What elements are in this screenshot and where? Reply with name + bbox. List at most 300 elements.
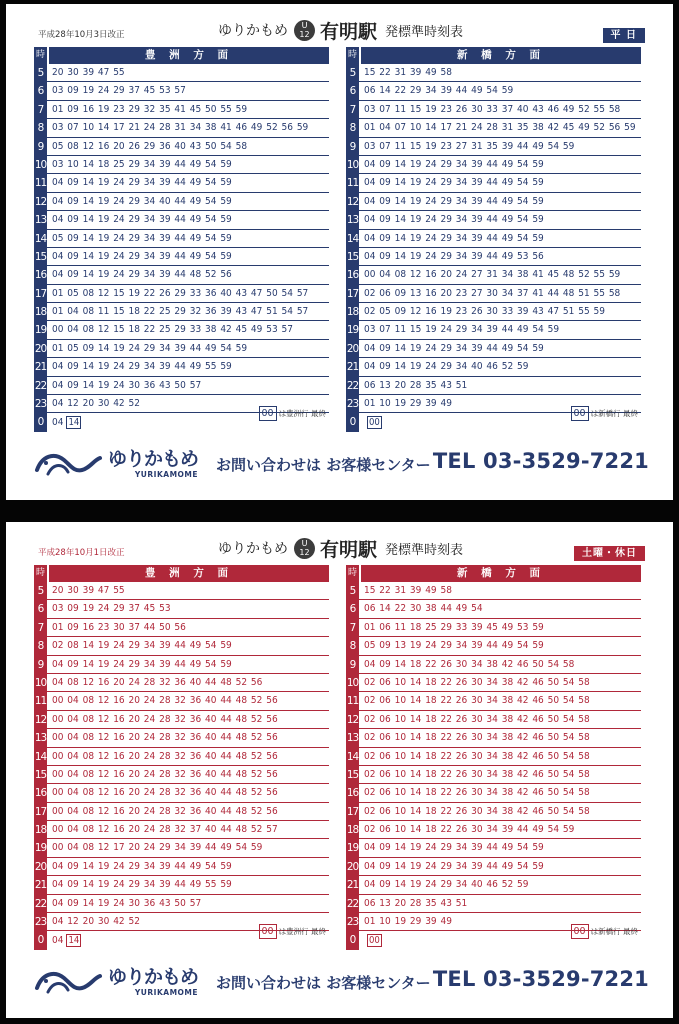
hour-cell: 10: [346, 674, 359, 691]
table-row: [34, 64, 329, 82]
table-row: [34, 230, 329, 248]
phone-number: TEL 03-3529-7221: [432, 967, 649, 991]
table-row: [346, 303, 641, 321]
table-header: [34, 47, 329, 64]
table-row-last: [346, 408, 641, 431]
table-row-last: [34, 926, 329, 949]
weekday-timetable-card: [6, 4, 673, 500]
minutes-cell: 01 10 19 29 39 49: [364, 398, 452, 410]
minutes-cell: 04 09 14 19 24 30 36 43 50 57: [52, 897, 202, 909]
hour-cell: 14: [34, 230, 47, 247]
table-row: [34, 377, 329, 395]
holiday-timetable-card: [6, 522, 673, 1018]
table-header: [346, 565, 641, 582]
minutes-cell: 03 07 10 14 17 21 24 28 31 34 38 41 46 49 52 56 59: [52, 122, 309, 134]
day-type-label: 土曜・休日: [574, 546, 645, 561]
footer: [34, 962, 649, 1002]
hour-cell: 12: [346, 193, 359, 210]
minutes-cell: 06 14 22 29 34 39 44 49 54 59: [364, 85, 514, 97]
table-row: [34, 821, 329, 839]
table-row: [346, 64, 641, 82]
minutes-cell: 00 04 08 12 16 20 24 27 31 34 38 41 45 48 52 55 59: [364, 269, 621, 281]
table-row: [346, 821, 641, 839]
hour-cell: 18: [34, 303, 47, 320]
sheet-kind: 発標準時刻表: [385, 24, 464, 40]
table-row: [346, 119, 641, 137]
minutes-cell: 04 09 14 19 24 29 34 39 44 49 54 59: [364, 195, 544, 207]
table-row: [346, 211, 641, 229]
table-row: [34, 729, 329, 747]
logo-text: [108, 966, 198, 997]
table-row: [346, 711, 641, 729]
hour-cell: 18: [346, 303, 359, 320]
hour-cell: 8: [346, 637, 359, 654]
minutes-cell: 04 09 14 19 24 29 34 39 44 49 54 59: [364, 177, 544, 189]
hour-cell: 17: [346, 803, 359, 820]
toyosu-direction-table: [34, 565, 329, 950]
last-train-legend: [259, 406, 326, 421]
station-name: 有明駅: [320, 538, 378, 561]
minutes-cell: 01 10 19 29 39 49: [364, 916, 452, 928]
table-row: [346, 321, 641, 339]
minutes-cell: 01 05 08 12 15 19 22 26 29 33 36 40 43 47 50 54 57: [52, 287, 309, 299]
minutes-cell: 02 06 10 14 18 22 26 30 34 39 44 49 54 59: [364, 824, 575, 836]
hour-cell: 9: [34, 138, 47, 155]
table-row: [346, 248, 641, 266]
hour-cell: 17: [34, 285, 47, 302]
table-row: [34, 600, 329, 618]
last-train-boxed-minute: 14: [68, 935, 80, 947]
hour-cell: 11: [34, 692, 47, 709]
minutes-cell: 00 04 08 12 16 20 24 28 32 36 40 44 48 52 56: [52, 750, 278, 762]
table-row: [346, 692, 641, 710]
table-row: [346, 619, 641, 637]
hour-column-header: 時: [346, 47, 359, 64]
minutes-cell: 00 04 08 12 16 20 24 28 32 36 40 44 48 52 56: [52, 695, 278, 707]
hour-cell: 23: [346, 913, 359, 930]
table-row: [346, 285, 641, 303]
minutes-cell: 00 04 08 12 16 20 24 28 32 36 40 44 48 52 56: [52, 732, 278, 744]
hour-cell: 9: [346, 656, 359, 673]
hour-cell: 13: [34, 729, 47, 746]
hour-cell: 5: [34, 582, 47, 599]
table-row: [346, 876, 641, 894]
hour-cell: 8: [34, 119, 47, 136]
minutes-cell: 04 09 14 19 24 29 34 39 44 49 55 59: [52, 361, 232, 373]
table-row: [34, 358, 329, 376]
table-row: [346, 377, 641, 395]
table-row: [34, 674, 329, 692]
minutes-cell: 04 09 14 19 24 29 34 39 44 49 54 59: [52, 250, 232, 262]
table-row: [346, 230, 641, 248]
minute-value: 04: [52, 416, 64, 428]
table-row: [34, 248, 329, 266]
minutes-cell: 06 13 20 28 35 43 51: [364, 379, 468, 391]
table-row: [34, 138, 329, 156]
minutes-cell: 05 08 12 16 20 26 29 36 40 43 50 54 58: [52, 140, 248, 152]
minutes-cell: 04 09 14 19 24 29 34 39 44 49 54 59: [52, 177, 232, 189]
hour-cell: 10: [346, 156, 359, 173]
minutes-cell: 04 09 14 19 24 29 34 40 46 52 59: [364, 879, 529, 891]
hour-cell: 9: [34, 656, 47, 673]
hour-cell: 13: [346, 211, 359, 228]
minutes-cell: 05 09 14 19 24 29 34 39 44 49 54 59: [52, 232, 232, 244]
table-row: [346, 748, 641, 766]
last-train-boxed-minute: 00: [369, 417, 380, 429]
hour-cell: 23: [34, 395, 47, 412]
station-badge-number: 12: [299, 29, 310, 39]
station-number-badge: [294, 538, 315, 559]
hour-cell: 0: [34, 931, 47, 949]
hour-cell: 19: [346, 321, 359, 338]
table-row: [346, 266, 641, 284]
hour-cell: 16: [346, 266, 359, 283]
table-row: [346, 895, 641, 913]
hour-cell: 0: [34, 413, 47, 431]
hour-cell: 21: [34, 358, 47, 375]
minutes-cell: 03 09 19 24 29 37 45 53 57: [52, 85, 186, 97]
timetable-title: [218, 536, 463, 560]
hour-cell: 11: [34, 174, 47, 191]
table-row: [34, 784, 329, 802]
minutes-cell: 03 07 11 15 19 23 27 31 35 39 44 49 54 59: [364, 140, 575, 152]
station-badge-letter: U: [301, 20, 308, 30]
hour-cell: 12: [34, 711, 47, 728]
minutes-cell: 04 09 14 19 24 29 34 39 44 49 54 59: [364, 158, 544, 170]
hour-cell: 10: [34, 156, 47, 173]
hour-cell: 19: [34, 321, 47, 338]
logo-en: YURIKAMOME: [134, 988, 199, 997]
minutes-cell: 02 06 10 14 18 22 26 30 34 38 42 46 50 54 58: [364, 676, 590, 688]
hour-cell: 17: [346, 285, 359, 302]
table-row: [346, 729, 641, 747]
hour-cell: 12: [34, 193, 47, 210]
operator-name: ゆりかもめ: [218, 541, 288, 557]
hour-cell: 19: [346, 839, 359, 856]
minutes-cell: 04 09 14 19 24 29 34 39 44 49 54 59: [364, 842, 544, 854]
hour-cell: 8: [346, 119, 359, 136]
hour-cell: 5: [34, 64, 47, 81]
hour-cell: 15: [346, 248, 359, 265]
hour-cell: 0: [346, 413, 359, 431]
hour-column-header: 時: [34, 47, 47, 64]
minutes-cell: 03 09 19 24 29 37 45 53: [52, 603, 171, 615]
table-row: [34, 340, 329, 358]
last-train-legend: [259, 924, 326, 939]
table-row: [34, 803, 329, 821]
hour-cell: 11: [346, 692, 359, 709]
hour-column-header: 時: [346, 565, 359, 582]
table-row: [34, 266, 329, 284]
sheet-kind: 発標準時刻表: [385, 542, 464, 558]
operator-name: ゆりかもめ: [218, 23, 288, 39]
station-name: 有明駅: [320, 20, 378, 43]
hour-cell: 20: [346, 340, 359, 357]
legend-box-sample: 00: [571, 924, 589, 939]
hour-cell: 10: [34, 674, 47, 691]
table-row: [34, 748, 329, 766]
hour-cell: 14: [34, 748, 47, 765]
hour-cell: 17: [34, 803, 47, 820]
table-row: [346, 193, 641, 211]
table-row: [346, 766, 641, 784]
legend-box-sample: 00: [571, 406, 589, 421]
table-row-last: [346, 926, 641, 949]
logo-jp: ゆりかもめ: [108, 448, 199, 470]
hour-cell: 7: [346, 619, 359, 636]
hour-cell: 20: [34, 858, 47, 875]
minutes-cell: 00 04 08 12 16 20 24 28 32 36 40 44 48 52 56: [52, 768, 278, 780]
hour-cell: 20: [346, 858, 359, 875]
hour-cell: 18: [346, 821, 359, 838]
hour-cell: 15: [346, 766, 359, 783]
table-row: [34, 285, 329, 303]
toyosu-direction-table: [34, 47, 329, 432]
minutes-cell: 02 06 10 14 18 22 26 30 34 38 42 46 50 54 58: [364, 805, 590, 817]
direction-header: 新 橋 方 面: [361, 47, 641, 64]
hour-cell: 0: [346, 931, 359, 949]
table-header: [34, 565, 329, 582]
table-row: [346, 340, 641, 358]
last-train-legend: [571, 924, 638, 939]
hour-cell: 16: [346, 784, 359, 801]
minutes-cell: 02 06 10 14 18 22 26 30 34 38 42 46 50 54 58: [364, 695, 590, 707]
hour-cell: 16: [34, 784, 47, 801]
legend-text: は新橋行 最終: [590, 409, 638, 419]
phone-number: TEL 03-3529-7221: [432, 449, 649, 473]
last-train-legend: [571, 406, 638, 421]
hour-cell: 6: [346, 82, 359, 99]
hour-cell: 9: [346, 138, 359, 155]
minutes-cell: 15 22 31 39 49 58: [364, 585, 452, 596]
minutes-cell: 02 06 10 14 18 22 26 30 34 38 42 46 50 54 58: [364, 732, 590, 744]
shimbashi-direction-table: [346, 565, 641, 950]
minutes-cell: 01 04 07 10 14 17 21 24 28 31 35 38 42 45 49 52 56 59: [364, 122, 636, 134]
hour-cell: 22: [346, 895, 359, 912]
minutes-cell: 04 12 20 30 42 52: [52, 398, 140, 410]
hour-cell: 23: [34, 913, 47, 930]
hour-cell: 7: [34, 619, 47, 636]
table-row: [34, 619, 329, 637]
logo-text: [108, 448, 198, 479]
minutes-cell: 04 09 14 19 24 29 34 39 44 49 53 56: [364, 250, 544, 262]
table-row: [34, 211, 329, 229]
hour-cell: 7: [346, 101, 359, 118]
hour-cell: 15: [34, 248, 47, 265]
hour-cell: 19: [34, 839, 47, 856]
hour-cell: 5: [346, 582, 359, 599]
minutes-cell: 01 05 09 14 19 24 29 34 39 44 49 54 59: [52, 342, 248, 354]
table-row: [346, 600, 641, 618]
station-badge-letter: U: [301, 538, 308, 548]
yurikamome-logo-icon: [34, 966, 104, 996]
minutes-cell: 06 14 22 30 38 44 49 54: [364, 603, 483, 615]
minutes-cell: 20 30 39 47 55: [52, 67, 125, 78]
minutes-cell: 01 06 11 18 25 29 33 39 45 49 53 59: [364, 621, 544, 633]
hour-cell: 5: [346, 64, 359, 81]
table-row: [34, 101, 329, 119]
table-row: [34, 82, 329, 100]
shimbashi-direction-table: [346, 47, 641, 432]
hour-cell: 15: [34, 766, 47, 783]
legend-text: は豊洲行 最終: [278, 409, 326, 419]
minutes-cell: 04 09 14 19 24 29 34 39 44 49 54 59: [52, 860, 232, 872]
table-row: [34, 193, 329, 211]
table-row: [34, 174, 329, 192]
table-row: [34, 321, 329, 339]
minutes-cell: 00 04 08 12 16 20 24 28 32 36 40 44 48 52 56: [52, 805, 278, 817]
hour-cell: 14: [346, 230, 359, 247]
yurikamome-logo-icon: [34, 448, 104, 478]
legend-text: は豊洲行 最終: [278, 927, 326, 937]
minute-value: 04: [52, 934, 64, 946]
minutes-cell: 04 09 14 19 24 29 34 39 44 49 54 59: [52, 214, 232, 226]
minutes-cell: 04 12 20 30 42 52: [52, 916, 140, 928]
table-row: [346, 174, 641, 192]
minutes-cell: 02 08 14 19 24 29 34 39 44 49 54 59: [52, 640, 232, 652]
hour-cell: 18: [34, 821, 47, 838]
table-row-last: [34, 408, 329, 431]
table-header: [346, 47, 641, 64]
revision-date: 平成28年10月3日改正: [38, 30, 125, 40]
minutes-cell: 02 06 10 14 18 22 26 30 34 38 42 46 50 54 58: [364, 787, 590, 799]
hour-cell: 6: [34, 82, 47, 99]
hour-cell: 21: [34, 876, 47, 893]
hour-cell: 21: [346, 358, 359, 375]
table-row: [346, 82, 641, 100]
minutes-cell: 00 04 08 12 15 18 22 25 29 33 38 42 45 49 53 57: [52, 324, 293, 336]
table-row: [346, 156, 641, 174]
table-row: [346, 656, 641, 674]
minutes-cell: 02 06 09 13 16 20 23 27 30 34 37 41 44 48 51 55 58: [364, 287, 621, 299]
hour-cell: 21: [346, 876, 359, 893]
table-row: [346, 674, 641, 692]
timetable-title: [218, 18, 463, 42]
hour-cell: 6: [346, 600, 359, 617]
hour-cell: 8: [34, 637, 47, 654]
minutes-cell: 05 09 13 19 24 29 34 39 44 49 54 59: [364, 640, 544, 652]
table-row: [34, 582, 329, 600]
table-row: [346, 784, 641, 802]
footer: [34, 444, 649, 484]
table-row: [34, 711, 329, 729]
minutes-cell: 00 04 08 12 16 20 24 28 32 37 40 44 48 52 57: [52, 824, 278, 836]
minutes-cell: 04 09 14 19 24 30 36 43 50 57: [52, 379, 202, 391]
contact-label: お問い合わせは お客様センター: [216, 974, 431, 992]
minutes-cell: 04 08 12 16 20 24 28 32 36 40 44 48 52 56: [52, 676, 263, 688]
direction-header: 豊 洲 方 面: [49, 47, 329, 64]
table-row: [34, 656, 329, 674]
hour-cell: 14: [346, 748, 359, 765]
hour-cell: 16: [34, 266, 47, 283]
table-row: [346, 858, 641, 876]
minutes-cell: 03 10 14 18 25 29 34 39 44 49 54 59: [52, 158, 232, 170]
table-row: [346, 101, 641, 119]
hour-cell: 20: [34, 340, 47, 357]
hour-cell: 13: [346, 729, 359, 746]
table-row: [34, 895, 329, 913]
minutes-cell: 03 07 11 15 19 23 26 30 33 37 40 43 46 49 52 55 58: [364, 103, 621, 115]
hour-column-header: 時: [34, 565, 47, 582]
minutes-cell: 01 09 16 23 30 37 44 50 56: [52, 621, 186, 633]
table-row: [34, 303, 329, 321]
revision-date: 平成28年10月1日改正: [38, 548, 125, 558]
table-row: [34, 839, 329, 857]
table-row: [34, 766, 329, 784]
minutes-cell: 06 13 20 28 35 43 51: [364, 897, 468, 909]
table-row: [346, 637, 641, 655]
hour-cell: 22: [346, 377, 359, 394]
table-row: [34, 637, 329, 655]
hour-cell: 6: [34, 600, 47, 617]
hour-cell: 7: [34, 101, 47, 118]
table-row: [346, 839, 641, 857]
direction-header: 新 橋 方 面: [361, 565, 641, 582]
minutes-cell: 02 06 10 14 18 22 26 30 34 38 42 46 50 54 58: [364, 768, 590, 780]
last-train-boxed-minute: 00: [369, 935, 380, 947]
hour-cell: 22: [34, 377, 47, 394]
hour-cell: 23: [346, 395, 359, 412]
legend-box-sample: 00: [259, 924, 277, 939]
minutes-cell: 00 04 08 12 16 20 24 28 32 36 40 44 48 52 56: [52, 787, 278, 799]
table-row: [34, 156, 329, 174]
minutes-cell: 04 09 14 19 24 29 34 39 44 49 54 59: [364, 214, 544, 226]
hour-cell: 12: [346, 711, 359, 728]
table-row: [346, 803, 641, 821]
logo-en: YURIKAMOME: [134, 470, 199, 479]
minutes-cell: 04 09 14 19 24 29 34 39 44 49 54 59: [364, 232, 544, 244]
table-row: [34, 858, 329, 876]
minutes-cell: 04 09 14 19 24 29 34 39 44 49 54 59: [364, 342, 544, 354]
legend-box-sample: 00: [259, 406, 277, 421]
minutes-cell: 02 05 09 12 16 19 23 26 30 33 39 43 47 51 55 59: [364, 306, 605, 318]
minutes-cell: 00 04 08 12 16 20 24 28 32 36 40 44 48 52 56: [52, 713, 278, 725]
table-row: [346, 358, 641, 376]
minutes-cell: 02 06 10 14 18 22 26 30 34 38 42 46 50 54 58: [364, 713, 590, 725]
last-train-boxed-minute: 14: [68, 417, 80, 429]
hour-cell: 13: [34, 211, 47, 228]
minutes-cell: 03 07 11 15 19 24 29 34 39 44 49 54 59: [364, 324, 560, 336]
minutes-cell: 04 09 14 19 24 29 34 40 46 52 59: [364, 361, 529, 373]
table-row: [346, 582, 641, 600]
contact-label: お問い合わせは お客様センター: [216, 456, 431, 474]
day-type-label: 平 日: [603, 28, 645, 43]
minutes-cell: 04 09 14 19 24 29 34 39 44 49 54 59: [52, 658, 232, 670]
logo-jp: ゆりかもめ: [108, 966, 199, 988]
minutes-cell: 15 22 31 39 49 58: [364, 67, 452, 78]
hour-cell: 11: [346, 174, 359, 191]
hour-cell: 22: [34, 895, 47, 912]
table-row: [34, 876, 329, 894]
minutes-cell: 04 09 14 19 24 29 34 39 44 48 52 56: [52, 269, 232, 281]
minutes-cell: 04 09 14 19 24 29 34 39 44 49 55 59: [52, 879, 232, 891]
minutes-cell: 04 09 14 19 24 29 34 39 44 49 54 59: [364, 860, 544, 872]
station-number-badge: [294, 20, 315, 41]
table-row: [34, 119, 329, 137]
minutes-cell: 04 09 14 18 22 26 30 34 38 42 46 50 54 58: [364, 658, 575, 670]
legend-text: は新橋行 最終: [590, 927, 638, 937]
minutes-cell: 02 06 10 14 18 22 26 30 34 38 42 46 50 54 58: [364, 750, 590, 762]
minutes-cell: 04 09 14 19 24 29 34 40 44 49 54 59: [52, 195, 232, 207]
table-row: [34, 692, 329, 710]
station-badge-number: 12: [299, 547, 310, 557]
direction-header: 豊 洲 方 面: [49, 565, 329, 582]
table-row: [346, 138, 641, 156]
minutes-cell: 00 04 08 12 17 20 24 29 34 39 44 49 54 59: [52, 842, 263, 854]
minutes-cell: 01 09 16 19 23 29 32 35 41 45 50 55 59: [52, 103, 248, 115]
minutes-cell: 01 04 08 11 15 18 22 25 29 32 36 39 43 47 51 54 57: [52, 306, 309, 318]
minutes-cell: 20 30 39 47 55: [52, 585, 125, 596]
